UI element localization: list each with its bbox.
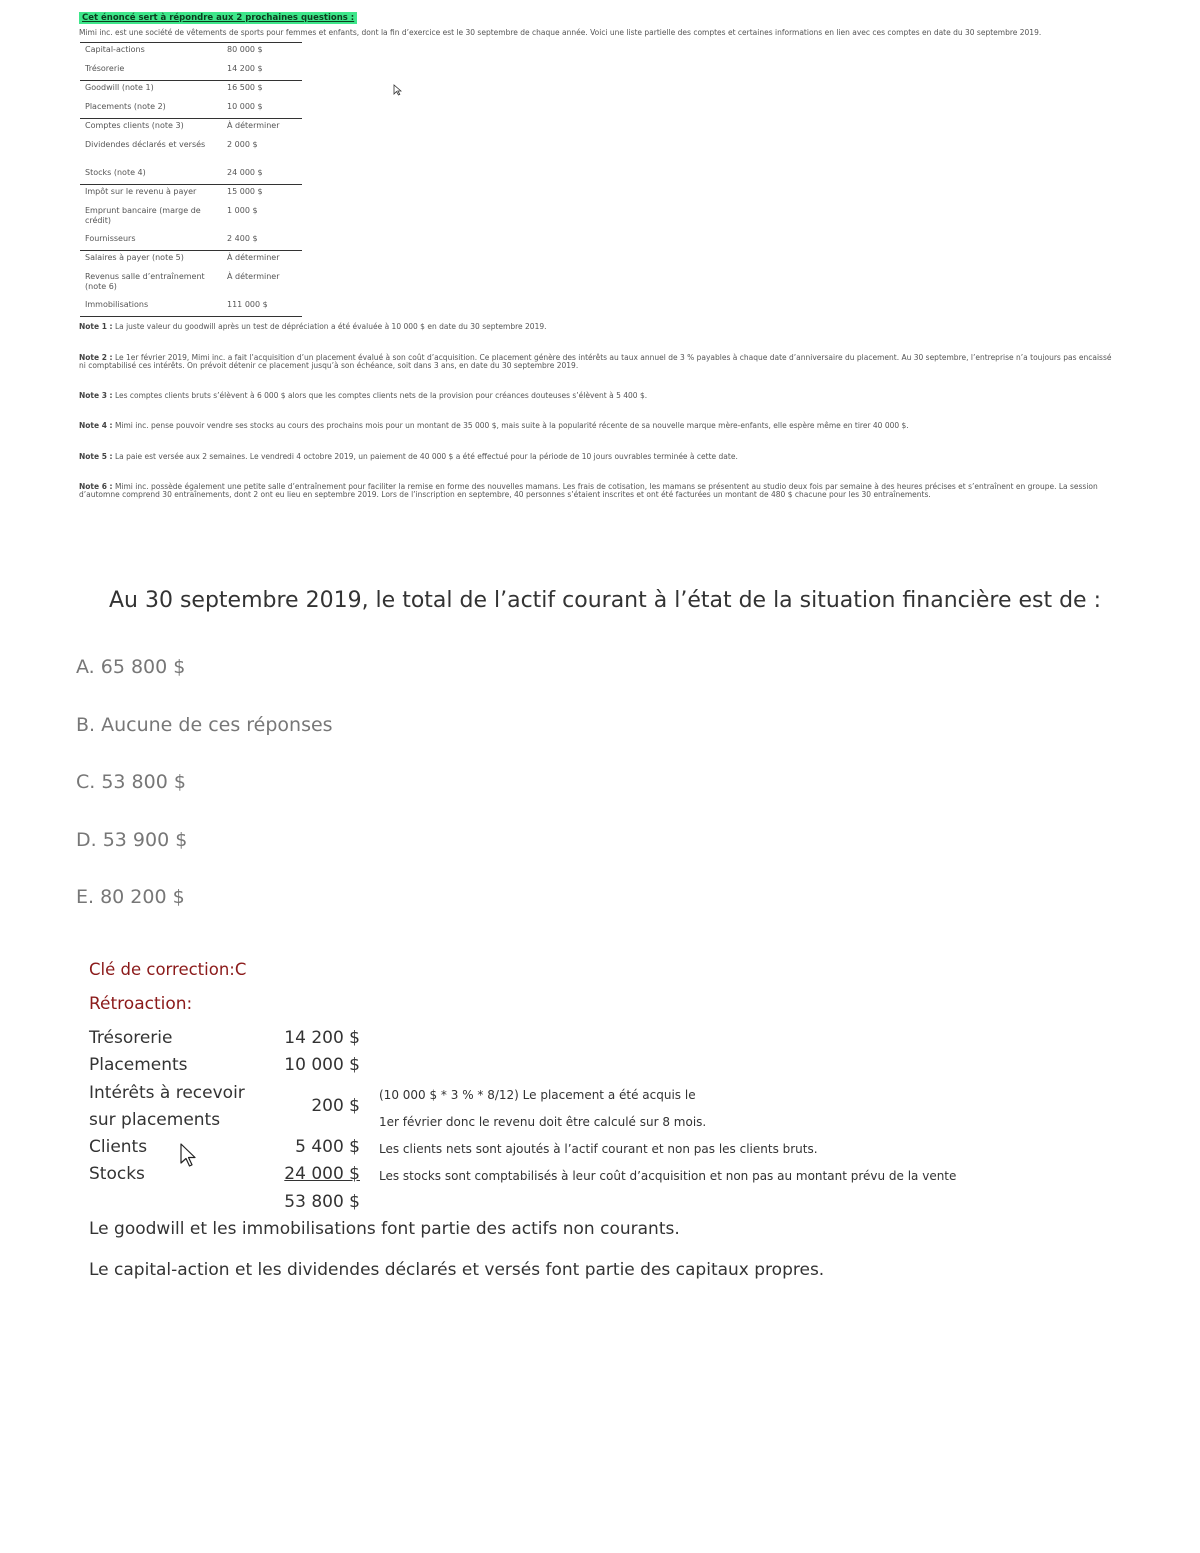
- question-text: Au 30 septembre 2019, le total de l’actif courant à l’état de la situation financière est de :: [109, 588, 1101, 613]
- account-value: 10 000 $: [227, 101, 263, 111]
- choice-b[interactable]: B. Aucune de ces réponses: [76, 714, 333, 736]
- account-value: 2 400 $: [227, 233, 258, 243]
- account-row: [80, 43, 302, 62]
- feedback-amount-clients: 5 400 $: [295, 1137, 360, 1157]
- feedback-amount-placements: 10 000 $: [284, 1055, 360, 1075]
- account-row: [80, 251, 302, 270]
- note-3: Note 3 : Les comptes clients bruts s’élèvent à 6 000 $ alors que les comptes clients nets de la provision pour créances douteuses s’élèvent à 5 400 $.: [79, 391, 648, 400]
- feedback-label-interets: Intérêts à recevoir: [89, 1083, 245, 1103]
- account-row: [80, 100, 302, 119]
- feedback-label-interets-2: sur placements: [89, 1110, 221, 1130]
- account-value: 111 000 $: [222, 298, 302, 317]
- choice-a[interactable]: A. 65 800 $: [76, 656, 186, 678]
- instruction-banner: Cet énoncé sert à répondre aux 2 prochaines questions :: [79, 12, 357, 24]
- account-name: Impôt sur le revenu à payer: [80, 185, 222, 204]
- account-name: Emprunt bancaire (marge de crédit): [85, 205, 201, 225]
- account-row: [80, 62, 302, 81]
- answer-key: Clé de correction:C: [89, 960, 247, 979]
- account-name: Salaires à payer (note 5): [80, 251, 222, 270]
- account-row: [80, 270, 302, 298]
- feedback-line-1: Le goodwill et les immobilisations font partie des actifs non courants.: [89, 1219, 680, 1239]
- account-row: [80, 138, 302, 166]
- account-value: 14 200 $: [227, 63, 263, 73]
- accounts-table: [80, 42, 302, 317]
- note-1: Note 1 : La juste valeur du goodwill après un test de dépréciation a été évaluée à 10 000 $ en date du 30 septembre 2019.: [79, 322, 547, 331]
- note-2: Note 2 : Le 1er février 2019, Mimi inc. a fait l’acquisition d’un placement évalué à son coût d’acquisition. Ce placement génère des intérêts au taux annuel de 3 % payables à chaque date d’anniversaire du placement. Au 30 septembre, l’entreprise n’a toujours pas encaissé ni comptabilisé ces intérêts. On prévoit détenir ce placement jusqu’à son échéance, soit dans 3 ans, en date du 30 septembre 2019.: [79, 353, 1112, 370]
- account-name: Trésorerie: [85, 63, 125, 73]
- choice-c[interactable]: C. 53 800 $: [76, 771, 186, 793]
- feedback-amount-stocks: 24 000 $: [284, 1164, 360, 1184]
- account-row: [80, 298, 302, 317]
- choice-d[interactable]: D. 53 900 $: [76, 829, 188, 851]
- account-row: [80, 204, 302, 232]
- account-row: [80, 166, 302, 185]
- feedback-label-clients: Clients: [89, 1137, 148, 1157]
- intro-text: Mimi inc. est une société de vêtements de sports pour femmes et enfants, dont la fin d’exercice est le 30 septembre de chaque année. Voici une liste partielle des comptes et certaines informations en lien avec ces comptes en date du 30 septembre 2019.: [79, 28, 1042, 37]
- account-name: Revenus salle d’entraînement (note 6): [85, 271, 205, 291]
- feedback-expl-interets-2: 1er février donc le revenu doit être calculé sur 8 mois.: [379, 1115, 707, 1129]
- feedback-label-tresorerie: Trésorerie: [89, 1028, 173, 1048]
- account-name: Placements (note 2): [85, 101, 166, 111]
- feedback-line-2: Le capital-action et les dividendes déclarés et versés font partie des capitaux propres.: [89, 1260, 825, 1280]
- account-row: [80, 119, 302, 138]
- account-name: Capital-actions: [80, 43, 222, 62]
- account-value: À déterminer: [227, 271, 280, 281]
- account-row: [80, 185, 302, 204]
- account-value: 2 000 $: [227, 139, 258, 149]
- account-value: 1 000 $: [227, 205, 258, 215]
- feedback-expl-clients: Les clients nets sont ajoutés à l’actif courant et non pas les clients bruts.: [379, 1142, 818, 1156]
- note-5: Note 5 : La paie est versée aux 2 semaines. Le vendredi 4 octobre 2019, un paiement de 40 000 $ a été effectué pour la période de 10 jours ouvrables terminée à cette date.: [79, 452, 738, 461]
- account-name: Comptes clients (note 3): [80, 119, 222, 138]
- feedback-label-stocks: Stocks: [89, 1164, 145, 1184]
- account-name: Dividendes déclarés et versés: [85, 139, 206, 149]
- mouse-cursor-icon: [179, 1142, 197, 1168]
- account-name: Goodwill (note 1): [80, 81, 222, 100]
- account-name: Stocks (note 4): [85, 167, 146, 177]
- feedback-expl-interets: (10 000 $ * 3 % * 8/12) Le placement a été acquis le: [379, 1088, 696, 1102]
- note-4: Note 4 : Mimi inc. pense pouvoir vendre ses stocks au cours des prochains mois pour un montant de 35 000 $, mais suite à la popularité récente de sa nouvelle marque mère-enfants, elle espère même en tirer 40 000 $.: [79, 421, 909, 430]
- choice-e[interactable]: E. 80 200 $: [76, 886, 185, 908]
- note-6: Note 6 : Mimi inc. possède également une petite salle d’entraînement pour faciliter la remise en forme des nouvelles mamans. Les frais de cotisation, les mamans se présentent au studio deux fois par semaine à des heures précises et s’entraînent en groupe. La session d’automne comprend 30 entraînements, dont 2 ont eu lieu en septembre 2019. Lors de l’inscription en septembre, 40 personnes s’étaient inscrites et ont été facturées un montant de 480 $ chacune pour les 30 entraînements.: [79, 482, 1098, 499]
- account-row: [80, 81, 302, 100]
- small-cursor-icon: [393, 84, 402, 96]
- account-row: [80, 232, 302, 251]
- feedback-amount-tresorerie: 14 200 $: [284, 1028, 360, 1048]
- feedback-label-placements: Placements: [89, 1055, 188, 1075]
- feedback-expl-stocks: Les stocks sont comptabilisés à leur coût d’acquisition et non pas au montant prévu de la vente: [379, 1169, 957, 1183]
- account-value: 80 000 $: [222, 43, 302, 62]
- feedback-total: 53 800 $: [284, 1192, 360, 1212]
- account-value: 24 000 $: [227, 167, 263, 177]
- account-value: 16 500 $: [222, 81, 302, 100]
- account-name: Fournisseurs: [85, 233, 136, 243]
- account-value: 15 000 $: [222, 185, 302, 204]
- feedback-amount-interets: 200 $: [311, 1096, 360, 1116]
- account-value: À déterminer: [222, 119, 302, 138]
- feedback-title: Rétroaction:: [89, 994, 193, 1014]
- account-value: À déterminer: [222, 251, 302, 270]
- account-name: Immobilisations: [80, 298, 222, 317]
